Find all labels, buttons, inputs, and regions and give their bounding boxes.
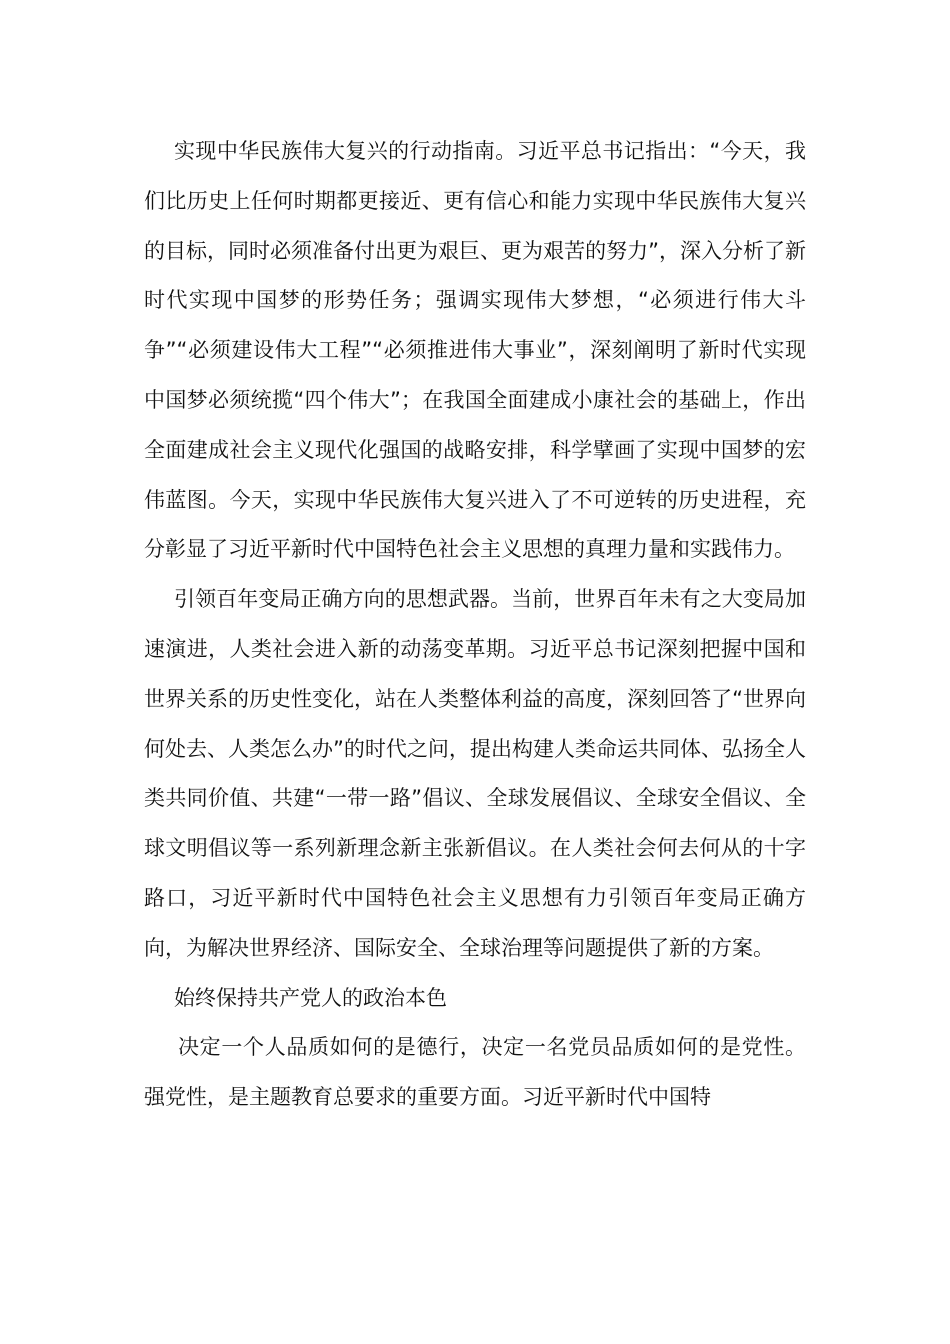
- section-heading: 始终保持共产党人的政治本色: [174, 985, 447, 1010]
- document-body: [144, 127, 806, 1123]
- paragraph-party-spirit: 决定一个人品质如何的是德行，决定一名党员品质如何的是党性。强党性，是主题教育总要求的重要方面。习近平新时代中国特: [144, 1035, 806, 1110]
- paragraph-ideological-weapon: 引领百年变局正确方向的思想武器。当前，世界百年未有之大变局加速演进，人类社会进入新的动荡变革期。习近平总书记深刻把握中国和世界关系的历史性变化，站在人类整体利益的高度，深刻回答了“世界向何处去、人类怎么办”的时代之问，提出构建人类命运共同体、弘扬全人类共同价值、共建“一带一路”倡议、全球发展倡议、全球安全倡议、全球文明倡议等一系列新理念新主张新倡议。在人类社会何去何从的十字路口，习近平新时代中国特色社会主义思想有力引领百年变局正确方向，为解决世界经济、国际安全、全球治理等问题提供了新的方案。: [144, 587, 806, 960]
- paragraph-action-guide: 实现中华民族伟大复兴的行动指南。习近平总书记指出：“今天，我们比历史上任何时期都更接近、更有信心和能力实现中华民族伟大复兴的目标，同时必须准备付出更为艰巨、更为艰苦的努力”，深入分析了新时代实现中国梦的形势任务；强调实现伟大梦想，“必须进行伟大斗争”“必须建设伟大工程”“必须推进伟大事业”，深刻阐明了新时代实现中国梦必须统揽“四个伟大”；在我国全面建成小康社会的基础上，作出全面建成社会主义现代化强国的战略安排，科学擘画了实现中国梦的宏伟蓝图。今天，实现中华民族伟大复兴进入了不可逆转的历史进程，充分彰显了习近平新时代中国特色社会主义思想的真理力量和实践伟力。: [144, 139, 806, 562]
